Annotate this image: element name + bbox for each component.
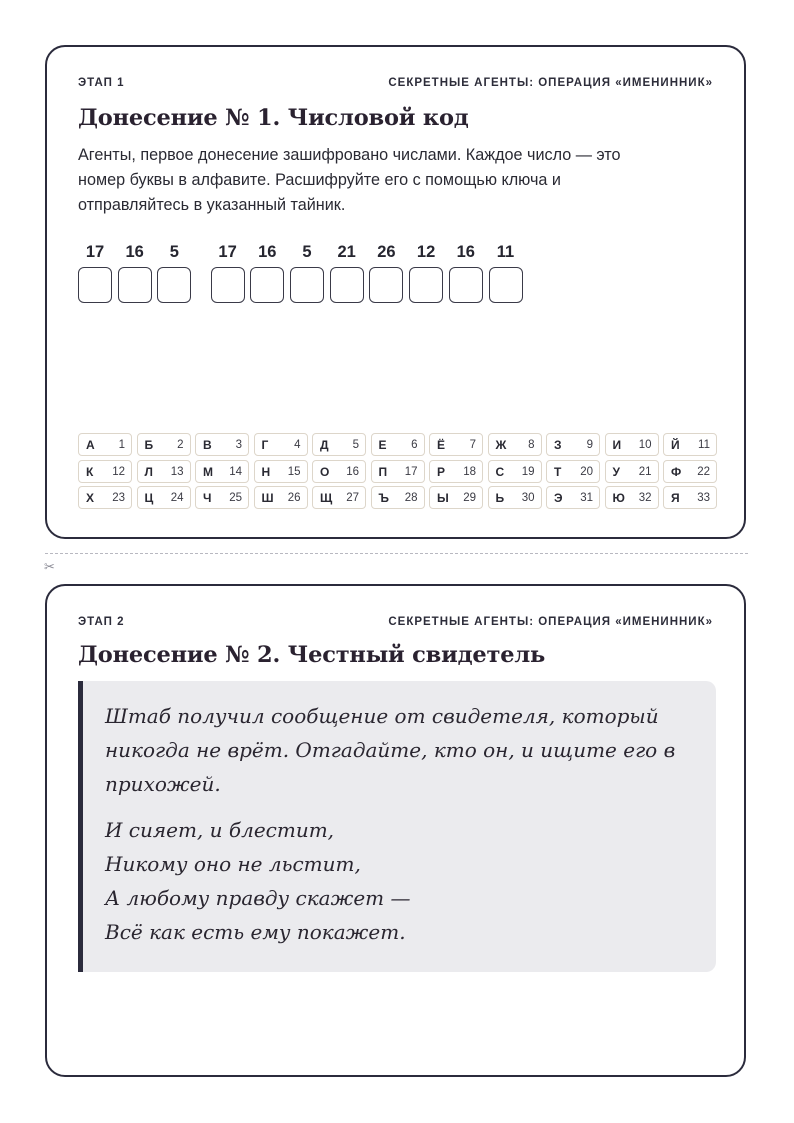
alphabet-key-cell	[312, 433, 366, 456]
alphabet-key-cell	[488, 486, 542, 509]
answer-box[interactable]	[290, 267, 324, 303]
alphabet-key-cell	[78, 433, 132, 456]
alphabet-letter: Ч	[203, 491, 212, 505]
alphabet-number: 32	[638, 492, 652, 504]
card-title: Донесение № 1. Числовой код	[78, 105, 469, 131]
alphabet-key-cell	[195, 460, 249, 483]
alphabet-key-cell	[312, 460, 366, 483]
alphabet-letter: Ф	[671, 464, 682, 479]
alphabet-letter: Т	[554, 464, 562, 479]
alphabet-letter: Ж	[495, 438, 507, 452]
alphabet-number: 19	[521, 465, 535, 478]
alphabet-key-cell	[663, 433, 717, 456]
alphabet-number: 22	[697, 465, 710, 478]
alphabet-letter: З	[554, 438, 562, 452]
alphabet-number: 6	[411, 439, 418, 451]
alphabet-letter: Й	[671, 438, 680, 452]
answer-box[interactable]	[489, 267, 523, 303]
scissors-icon: ✂	[44, 559, 55, 574]
alphabet-letter: Л	[144, 464, 153, 479]
alphabet-number: 5	[352, 439, 359, 451]
alphabet-key-cell	[78, 486, 132, 509]
code-cell	[489, 242, 523, 303]
alphabet-letter: Ш	[261, 491, 274, 505]
alphabet-number: 26	[287, 492, 301, 504]
alphabet-key-cell	[605, 460, 659, 483]
poem-line: А любому правду скажет —	[105, 886, 411, 910]
alphabet-number: 7	[469, 439, 476, 451]
alphabet-number: 2	[177, 439, 184, 451]
alphabet-key-cell	[429, 486, 483, 509]
answer-box[interactable]	[78, 267, 112, 303]
alphabet-number: 11	[698, 439, 710, 451]
intro-line: номер буквы в алфавите. Расшифруйте его с помощью ключа и	[78, 171, 561, 189]
riddle-poem	[105, 813, 696, 949]
poem-line: Всё как есть ему покажет.	[105, 920, 406, 944]
alphabet-number: 4	[294, 439, 301, 451]
code-cell	[211, 242, 245, 303]
alphabet-letter: Х	[86, 491, 95, 505]
answer-box[interactable]	[409, 267, 443, 303]
alphabet-key-cell	[663, 486, 717, 509]
alphabet-letter: Я	[671, 491, 680, 505]
alphabet-key-cell	[663, 460, 717, 483]
code-cell	[250, 242, 284, 303]
alphabet-key-cell	[254, 460, 308, 483]
code-cell	[290, 242, 324, 303]
alphabet-letter: Ъ	[378, 491, 389, 505]
stage-1-card	[45, 45, 746, 539]
code-number: 17	[85, 243, 105, 261]
code-cell	[449, 242, 483, 303]
alphabet-letter: Щ	[320, 491, 333, 505]
intro-line: отправляйтесь в указанный тайник.	[78, 196, 346, 214]
code-number: 12	[416, 243, 436, 261]
code-number: 5	[169, 243, 179, 261]
quote-line: прихожей.	[105, 772, 221, 796]
alphabet-letter: К	[86, 464, 94, 479]
alphabet-number: 14	[229, 465, 242, 478]
answer-box[interactable]	[369, 267, 403, 303]
series-title: СЕКРЕТНЫЕ АГЕНТЫ: ОПЕРАЦИЯ «ИМЕНИННИК»	[388, 616, 713, 628]
answer-box[interactable]	[330, 267, 364, 303]
code-cell	[330, 242, 364, 303]
alphabet-letter: Ю	[612, 491, 625, 505]
alphabet-key-cell	[546, 433, 600, 456]
alphabet-number: 12	[112, 465, 125, 478]
alphabet-key-cell	[546, 460, 600, 483]
alphabet-number: 29	[463, 492, 476, 504]
alphabet-letter: Ё	[437, 438, 446, 452]
code-cell	[409, 242, 443, 303]
alphabet-number: 23	[112, 492, 125, 504]
alphabet-number: 13	[170, 465, 184, 478]
answer-box[interactable]	[157, 267, 191, 303]
alphabet-key-cell	[137, 433, 191, 456]
alphabet-number: 9	[586, 439, 593, 451]
alphabet-key-cell	[605, 486, 659, 509]
alphabet-key-cell	[137, 486, 191, 509]
alphabet-key-cell	[195, 433, 249, 456]
alphabet-letter: С	[495, 464, 505, 479]
alphabet-number: 15	[287, 465, 301, 478]
alphabet-letter: П	[378, 464, 388, 479]
alphabet-number: 33	[697, 492, 710, 504]
poem-line: Никому оно не льстит,	[105, 852, 361, 876]
alphabet-letter: В	[203, 438, 212, 452]
alphabet-key-cell	[137, 460, 191, 483]
card-title: Донесение № 2. Честный свидетель	[78, 642, 546, 668]
alphabet-number: 28	[404, 492, 418, 504]
alphabet-key-cell	[195, 486, 249, 509]
alphabet-letter: А	[86, 438, 95, 452]
stage-label: ЭТАП 2	[78, 616, 125, 628]
alphabet-letter: Ь	[495, 491, 505, 505]
alphabet-letter: М	[203, 464, 213, 479]
code-number: 17	[218, 243, 237, 261]
alphabet-key-cell	[371, 486, 425, 509]
alphabet-number: 10	[638, 439, 652, 451]
cut-line	[45, 553, 748, 554]
alphabet-letter: Д	[320, 438, 329, 452]
quote-line: никогда не врёт. Отгадайте, кто он, и ищите его в	[105, 738, 676, 762]
alphabet-key-cell	[78, 460, 132, 483]
alphabet-key-cell	[371, 433, 425, 456]
alphabet-letter: Р	[437, 464, 446, 479]
alphabet-key-cell	[371, 460, 425, 483]
code-number: 5	[302, 243, 312, 261]
alphabet-number: 3	[235, 439, 242, 451]
code-number: 11	[496, 243, 515, 261]
code-cell	[118, 242, 152, 303]
alphabet-key-cell	[254, 486, 308, 509]
alphabet-letter: Ц	[144, 491, 154, 505]
alphabet-number: 30	[521, 492, 535, 504]
alphabet-letter: Г	[261, 438, 269, 452]
series-title: СЕКРЕТНЫЕ АГЕНТЫ: ОПЕРАЦИЯ «ИМЕНИННИК»	[388, 77, 713, 89]
poem-line: И сияет, и блестит,	[105, 818, 335, 842]
answer-box[interactable]	[118, 267, 152, 303]
alphabet-number: 16	[346, 465, 359, 478]
alphabet-number: 20	[580, 465, 593, 478]
code-number: 16	[125, 243, 144, 261]
alphabet-number: 21	[638, 465, 652, 478]
code-number: 21	[337, 243, 356, 261]
answer-box[interactable]	[211, 267, 245, 303]
code-cell	[157, 242, 191, 303]
alphabet-number: 24	[170, 492, 184, 504]
alphabet-number: 31	[580, 492, 593, 504]
alphabet-number: 8	[528, 439, 535, 451]
alphabet-key-cell	[488, 460, 542, 483]
code-number: 16	[258, 243, 277, 261]
alphabet-letter: Е	[378, 438, 387, 452]
alphabet-letter: Ы	[437, 491, 449, 505]
alphabet-letter: О	[320, 464, 330, 479]
alphabet-key-cell	[546, 486, 600, 509]
stage-label: ЭТАП 1	[78, 77, 125, 89]
code-number: 16	[456, 243, 475, 261]
quote-text	[105, 699, 696, 801]
code-number: 26	[377, 243, 396, 261]
intro-line: Агенты, первое донесение зашифровано числами. Каждое число — это	[78, 146, 621, 164]
code-cell	[369, 242, 403, 303]
intro-text	[78, 143, 698, 218]
alphabet-number: 18	[463, 465, 476, 478]
alphabet-number: 17	[404, 465, 418, 478]
alphabet-key-cell	[254, 433, 308, 456]
riddle-quote	[78, 681, 716, 972]
alphabet-letter: Н	[261, 464, 271, 479]
alphabet-number: 25	[229, 492, 242, 504]
alphabet-letter: У	[612, 464, 620, 479]
alphabet-key-cell	[488, 433, 542, 456]
alphabet-letter: Б	[144, 438, 154, 452]
alphabet-key-cell	[312, 486, 366, 509]
alphabet-number: 1	[118, 439, 125, 451]
answer-box[interactable]	[449, 267, 483, 303]
alphabet-letter: Э	[554, 491, 563, 505]
alphabet-letter: И	[612, 438, 622, 452]
alphabet-key-cell	[605, 433, 659, 456]
alphabet-key-cell	[429, 460, 483, 483]
alphabet-key-cell	[429, 433, 483, 456]
code-cell	[78, 242, 112, 303]
quote-line: Штаб получил сообщение от свидетеля, который	[105, 704, 659, 728]
stage-2-card	[45, 584, 746, 1077]
alphabet-number: 27	[346, 492, 359, 504]
answer-box[interactable]	[250, 267, 284, 303]
